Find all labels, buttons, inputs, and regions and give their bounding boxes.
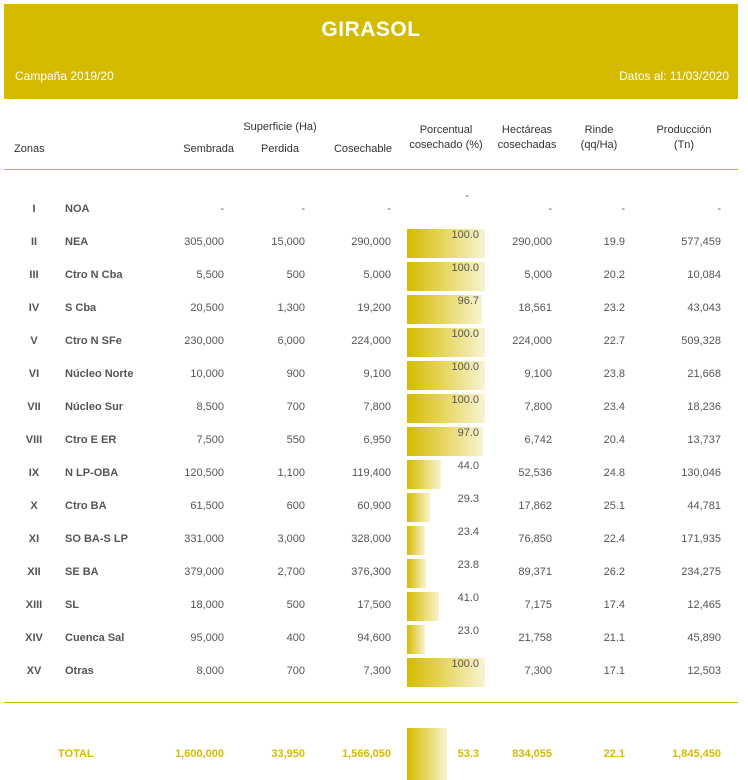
- perdida-value: 6,000: [277, 335, 305, 347]
- table-row: [0, 623, 748, 656]
- header-hectareas: [492, 123, 562, 153]
- zone-name: Ctro N SFe: [65, 335, 122, 347]
- perdida-value: -: [301, 203, 305, 215]
- perdida-value: 550: [286, 434, 305, 446]
- sembrada-value: 8,000: [196, 665, 224, 677]
- header-porcentual: [400, 123, 492, 153]
- rinde-value: 17.4: [603, 599, 625, 611]
- table-row: [0, 326, 748, 359]
- pct-value: 100.0: [451, 328, 479, 340]
- pct-cell: [407, 559, 485, 588]
- rinde-value: 24.8: [603, 467, 625, 479]
- pct-value: 29.3: [457, 493, 479, 505]
- hectareas-value: 18,561: [518, 302, 552, 314]
- table-row: [0, 359, 748, 392]
- produccion-value: 18,236: [687, 401, 721, 413]
- table-row: [0, 190, 748, 227]
- cosechable-value: -: [387, 203, 391, 215]
- hectareas-value: 17,862: [518, 500, 552, 512]
- perdida-value: 900: [286, 368, 305, 380]
- perdida-value: 15,000: [271, 236, 305, 248]
- perdida-value: 1,300: [277, 302, 305, 314]
- pct-value: -: [465, 190, 469, 202]
- sembrada-value: 331,000: [184, 533, 224, 545]
- sembrada-value: 10,000: [190, 368, 224, 380]
- zone-name: Ctro E ER: [65, 434, 117, 446]
- produccion-value: -: [717, 203, 721, 215]
- cosechable-value: 328,000: [351, 533, 391, 545]
- perdida-value: 500: [286, 269, 305, 281]
- zone-number: IV: [28, 302, 40, 314]
- pct-cell: [407, 328, 485, 357]
- zone-name: NOA: [65, 203, 90, 215]
- zone-number: X: [30, 500, 38, 512]
- zone-number: II: [30, 236, 38, 248]
- cosechable-value: 224,000: [351, 335, 391, 347]
- produccion-value: 130,046: [681, 467, 721, 479]
- total-hectareas: 834,055: [512, 748, 552, 760]
- total-row: [0, 706, 748, 776]
- cosechable-value: 94,600: [357, 632, 391, 644]
- pct-value: 97.0: [457, 427, 479, 439]
- rinde-value: 22.7: [603, 335, 625, 347]
- zone-name: Núcleo Norte: [65, 368, 134, 380]
- header-porcentual-line1: Porcentual: [419, 124, 473, 136]
- zone-number: IX: [28, 467, 40, 479]
- pct-value: 100.0: [451, 394, 479, 406]
- zone-number: XIV: [25, 632, 43, 644]
- produccion-value: 12,503: [687, 665, 721, 677]
- sembrada-value: -: [220, 203, 224, 215]
- table-row: [0, 557, 748, 590]
- pct-bar: [407, 493, 430, 522]
- pct-cell: [407, 229, 485, 258]
- rinde-value: 20.2: [603, 269, 625, 281]
- pct-value: 100.0: [451, 229, 479, 241]
- pct-cell: [407, 190, 485, 225]
- zone-name: Otras: [65, 665, 94, 677]
- zone-name: NEA: [65, 236, 89, 248]
- pct-value: 44.0: [457, 460, 479, 472]
- pct-value: 100.0: [451, 658, 479, 670]
- pct-cell: [407, 460, 485, 489]
- data-date-label: Datos al: 11/03/2020: [619, 69, 729, 83]
- rinde-value: 23.8: [603, 368, 625, 380]
- hectareas-value: 5,000: [524, 269, 552, 281]
- campaign-label: Campaña 2019/20: [15, 69, 114, 83]
- zone-name: N LP-OBA: [65, 467, 119, 479]
- rinde-value: 26.2: [603, 566, 625, 578]
- produccion-value: 44,781: [687, 500, 721, 512]
- produccion-value: 12,465: [687, 599, 721, 611]
- header-rinde-line1: Rinde: [584, 124, 614, 136]
- header-rinde: [575, 123, 623, 153]
- produccion-value: 509,328: [681, 335, 721, 347]
- sembrada-value: 95,000: [190, 632, 224, 644]
- perdida-value: 2,700: [277, 566, 305, 578]
- hectareas-value: 9,100: [524, 368, 552, 380]
- total-pct-bar: [407, 728, 447, 780]
- rinde-value: 17.1: [603, 665, 625, 677]
- rinde-value: 23.2: [603, 302, 625, 314]
- cosechable-value: 9,100: [363, 368, 391, 380]
- pct-value: 23.4: [457, 526, 479, 538]
- rinde-value: 21.1: [603, 632, 625, 644]
- header-produccion-line1: Producción: [656, 124, 712, 136]
- header-hectareas-line1: Hectáreas: [501, 124, 553, 136]
- pct-value: 100.0: [451, 262, 479, 274]
- cosechable-value: 17,500: [357, 599, 391, 611]
- perdida-value: 700: [286, 401, 305, 413]
- produccion-value: 45,890: [687, 632, 721, 644]
- pct-value: 23.0: [457, 625, 479, 637]
- header-superficie: Superficie (Ha): [243, 121, 317, 133]
- total-produccion: 1,845,450: [672, 748, 721, 760]
- cosechable-value: 290,000: [351, 236, 391, 248]
- rinde-value: 22.4: [603, 533, 625, 545]
- zone-number: VI: [28, 368, 40, 380]
- pct-bar: [407, 592, 439, 621]
- hectareas-value: 7,800: [524, 401, 552, 413]
- cosechable-value: 7,800: [363, 401, 391, 413]
- report-header: [4, 4, 738, 99]
- cosechable-value: 7,300: [363, 665, 391, 677]
- perdida-value: 600: [286, 500, 305, 512]
- cosechable-value: 119,400: [352, 467, 391, 479]
- rinde-value: -: [621, 203, 625, 215]
- pct-cell: [407, 295, 485, 324]
- pct-value: 100.0: [451, 361, 479, 373]
- pct-cell: [407, 592, 485, 621]
- zone-number: I: [32, 203, 36, 215]
- pct-value: 41.0: [457, 592, 479, 604]
- pct-cell: [407, 658, 485, 687]
- zone-number: V: [30, 335, 38, 347]
- pct-cell: [407, 526, 485, 555]
- sembrada-value: 230,000: [184, 335, 224, 347]
- header-divider: [4, 169, 738, 170]
- produccion-value: 21,668: [687, 368, 721, 380]
- zone-name: Ctro BA: [65, 500, 107, 512]
- hectareas-value: 7,175: [524, 599, 552, 611]
- hectareas-value: 224,000: [512, 335, 552, 347]
- zone-name: SO BA-S LP: [65, 533, 128, 545]
- sembrada-value: 20,500: [190, 302, 224, 314]
- table-row: [0, 458, 748, 491]
- total-sembrada: 1,600,000: [175, 748, 224, 760]
- rinde-value: 25.1: [603, 500, 625, 512]
- pct-bar: [407, 460, 441, 489]
- header-perdida: Perdida: [261, 143, 299, 155]
- zone-name: SE BA: [65, 566, 99, 578]
- produccion-value: 10,084: [687, 269, 721, 281]
- sembrada-value: 18,000: [190, 599, 224, 611]
- perdida-value: 1,100: [277, 467, 305, 479]
- pct-cell: [407, 361, 485, 390]
- zone-name: Cuenca Sal: [65, 632, 125, 644]
- total-pct-value: 53.3: [457, 748, 479, 760]
- pct-value: 23.8: [457, 559, 479, 571]
- table-row: [0, 425, 748, 458]
- pct-bar: [407, 559, 426, 588]
- perdida-value: 700: [286, 665, 305, 677]
- total-rinde: 22.1: [603, 748, 625, 760]
- report-title: GIRASOL: [321, 18, 421, 41]
- table-row: [0, 392, 748, 425]
- zone-name: Ctro N Cba: [65, 269, 123, 281]
- produccion-value: 13,737: [687, 434, 721, 446]
- sembrada-value: 8,500: [196, 401, 224, 413]
- cosechable-value: 5,000: [363, 269, 391, 281]
- table-row: [0, 656, 748, 689]
- cosechable-value: 376,300: [351, 566, 391, 578]
- pct-bar: [407, 625, 425, 654]
- pct-cell: [407, 625, 485, 654]
- cosechable-value: 19,200: [357, 302, 391, 314]
- header-rinde-line2: (qq/Ha): [580, 139, 618, 151]
- sembrada-value: 120,500: [184, 467, 224, 479]
- rinde-value: 20.4: [603, 434, 625, 446]
- table-row: [0, 590, 748, 623]
- header-produccion: [648, 123, 720, 153]
- zone-number: XV: [26, 665, 42, 677]
- pct-cell: [407, 394, 485, 423]
- cosechable-value: 60,900: [357, 500, 391, 512]
- total-pct-cell: [407, 728, 485, 780]
- rinde-value: 19.9: [603, 236, 625, 248]
- produccion-value: 171,935: [681, 533, 721, 545]
- produccion-value: 234,275: [681, 566, 721, 578]
- zone-number: XIII: [25, 599, 43, 611]
- sembrada-value: 7,500: [196, 434, 224, 446]
- pct-cell: [407, 262, 485, 291]
- zone-name: Núcleo Sur: [65, 401, 124, 413]
- zone-name: S Cba: [65, 302, 97, 314]
- header-hectareas-line2: cosechadas: [497, 139, 557, 151]
- pct-value: 96.7: [457, 295, 479, 307]
- rinde-value: 23.4: [603, 401, 625, 413]
- sembrada-value: 61,500: [190, 500, 224, 512]
- table-row: [0, 524, 748, 557]
- produccion-value: 577,459: [681, 236, 721, 248]
- pct-cell: [407, 427, 485, 456]
- zone-name: SL: [65, 599, 80, 611]
- table-row: [0, 293, 748, 326]
- hectareas-value: 290,000: [512, 236, 552, 248]
- zone-number: XI: [28, 533, 40, 545]
- hectareas-value: -: [548, 203, 552, 215]
- total-cosechable: 1,566,050: [342, 748, 391, 760]
- hectareas-value: 21,758: [518, 632, 552, 644]
- header-sembrada: Sembrada: [183, 143, 234, 155]
- perdida-value: 400: [286, 632, 305, 644]
- sembrada-value: 5,500: [196, 269, 224, 281]
- cosechable-value: 6,950: [363, 434, 391, 446]
- table-row: [0, 260, 748, 293]
- zone-number: XII: [27, 566, 41, 578]
- hectareas-value: 89,371: [518, 566, 552, 578]
- hectareas-value: 52,536: [518, 467, 552, 479]
- table-row: [0, 227, 748, 260]
- total-perdida: 33,950: [271, 748, 305, 760]
- perdida-value: 500: [286, 599, 305, 611]
- pct-cell: [407, 493, 485, 522]
- total-divider: [4, 702, 738, 703]
- produccion-value: 43,043: [687, 302, 721, 314]
- sembrada-value: 305,000: [184, 236, 224, 248]
- hectareas-value: 76,850: [518, 533, 552, 545]
- header-cosechable: Cosechable: [333, 143, 393, 155]
- pct-bar: [407, 526, 425, 555]
- perdida-value: 3,000: [277, 533, 305, 545]
- table-row: [0, 491, 748, 524]
- zone-number: III: [29, 269, 39, 281]
- header-produccion-line2: (Tn): [673, 139, 695, 151]
- total-label: TOTAL: [58, 748, 94, 760]
- zone-number: VII: [27, 401, 41, 413]
- header-porcentual-line2: cosechado (%): [409, 139, 483, 151]
- hectareas-value: 6,742: [524, 434, 552, 446]
- zone-number: VIII: [25, 434, 43, 446]
- hectareas-value: 7,300: [524, 665, 552, 677]
- header-zonas: Zonas: [14, 143, 45, 155]
- sembrada-value: 379,000: [184, 566, 224, 578]
